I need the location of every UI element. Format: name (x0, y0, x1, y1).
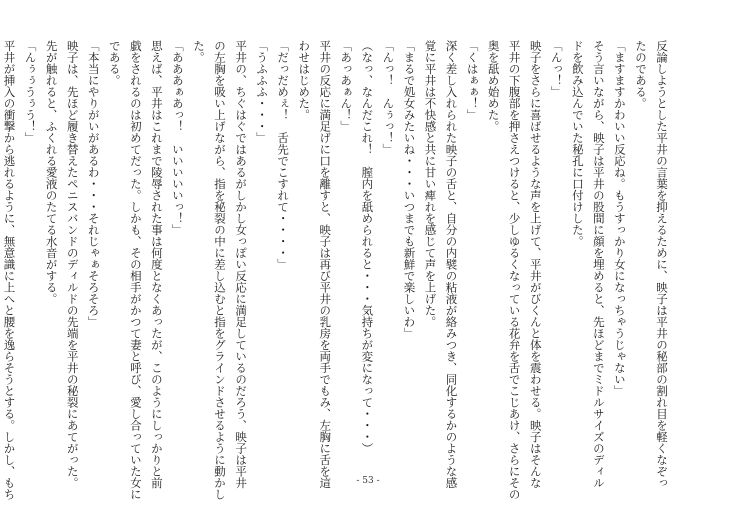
text-line: たのである。 (633, 40, 648, 109)
text-line: 「んっ！」 (549, 40, 564, 98)
text-line: 平井の下腹部を押さえつけると、少しゆるくなっている花弁を舌でこじあけ、さらにその (507, 40, 522, 500)
text-line: 「うふふふ・・・」 (255, 40, 270, 144)
text-line: た。 (191, 40, 206, 63)
text-line: 「あっあぁん！」 (339, 40, 354, 132)
text-line: である。 (107, 40, 122, 86)
text-line: 映子は、先ほど履き替えたペニスバンドのディルドの先端を平井の秘裂にあてがった。 (65, 40, 80, 489)
text-line: そう言いながら、映子は平井の股間に顔を埋めると、先ほどまでミドルサイズのディル (591, 40, 606, 489)
text-line: 思えば、平井はこれまで陵辱された事は何度となくあったが、このようにしっかりと前 (149, 40, 164, 489)
text-line: 「あああぁあっ！ いいいいいっ！」 (170, 40, 185, 236)
text-line: 「んっ！ んぅっ！」 (381, 40, 396, 155)
text-line: 「だっだめぇ！ 舌先でこすれて・・・・」 (276, 40, 291, 270)
text-line: 「本当にやりがいがあるわ・・・それじゃぁそろそろ」 (86, 40, 101, 328)
text-line: ドを飲み込んでいた秘孔に口付けした。 (570, 40, 585, 247)
text-line: 「んぅぅうぅう！」 (23, 40, 38, 144)
text-line: （なっ、なんだこれ！ 膣内を舐められると・・・気持ちが変になって・・・） (360, 40, 375, 454)
text-line: の左胸を吸い上げながら、指を秘裂の中に差し込むと指をグラインドさせるように動かし (213, 40, 228, 500)
text-line: 平井の反応に満足げに口を離すと、映子は再び平井の乳房を両手でもみ、左胸に舌を這 (318, 40, 333, 489)
text-line: 「まるで処女みたいね・・・いつまでも新鮮で楽しいわ」 (402, 40, 417, 339)
text-line: 「くはぁぁ！」 (465, 40, 480, 121)
text-line: 映子をさらに喜ばせるような声を上げて、平井がびくんと体を震わせる。映子はそんな (528, 40, 543, 489)
text-line: 戯をされるのは初めてだった。しかも、その相手がかつて妻と呼び、愛し合っていた女に (128, 40, 143, 500)
page-number: - 53 - (356, 476, 380, 486)
text-line: 「ますますかわいい反応ね。もうすっかり女になっちゃうじゃない」 (612, 40, 627, 397)
text-line: 奥を舐め始めた。 (486, 40, 501, 132)
text-line: わせはじめた。 (297, 40, 312, 121)
text-line: 平井の、ちぐはぐではあるがしかし女っぽい反応に満足しているのだろう、映子は平井 (234, 40, 249, 489)
text-line: 反論しようとした平井の言葉を抑えるために、映子は平井の秘部の割れ目を軽くなぞっ (655, 40, 669, 489)
text-line: 先が触れると、ふくれる愛液のたてる水音がする。 (44, 40, 59, 305)
text-line: 深く差し入れられた映子の舌と、自分の内襞の粘液が絡みつき、同化するかのような感 (444, 40, 459, 489)
text-line: 平井が挿入の衝撃から逃れるように、無意識に上へと腰を逸らそうとする。しかし、もち (2, 40, 17, 500)
text-line: 覚に平井は不快感と共に甘い痺れを感じて声を上げた。 (423, 40, 438, 328)
